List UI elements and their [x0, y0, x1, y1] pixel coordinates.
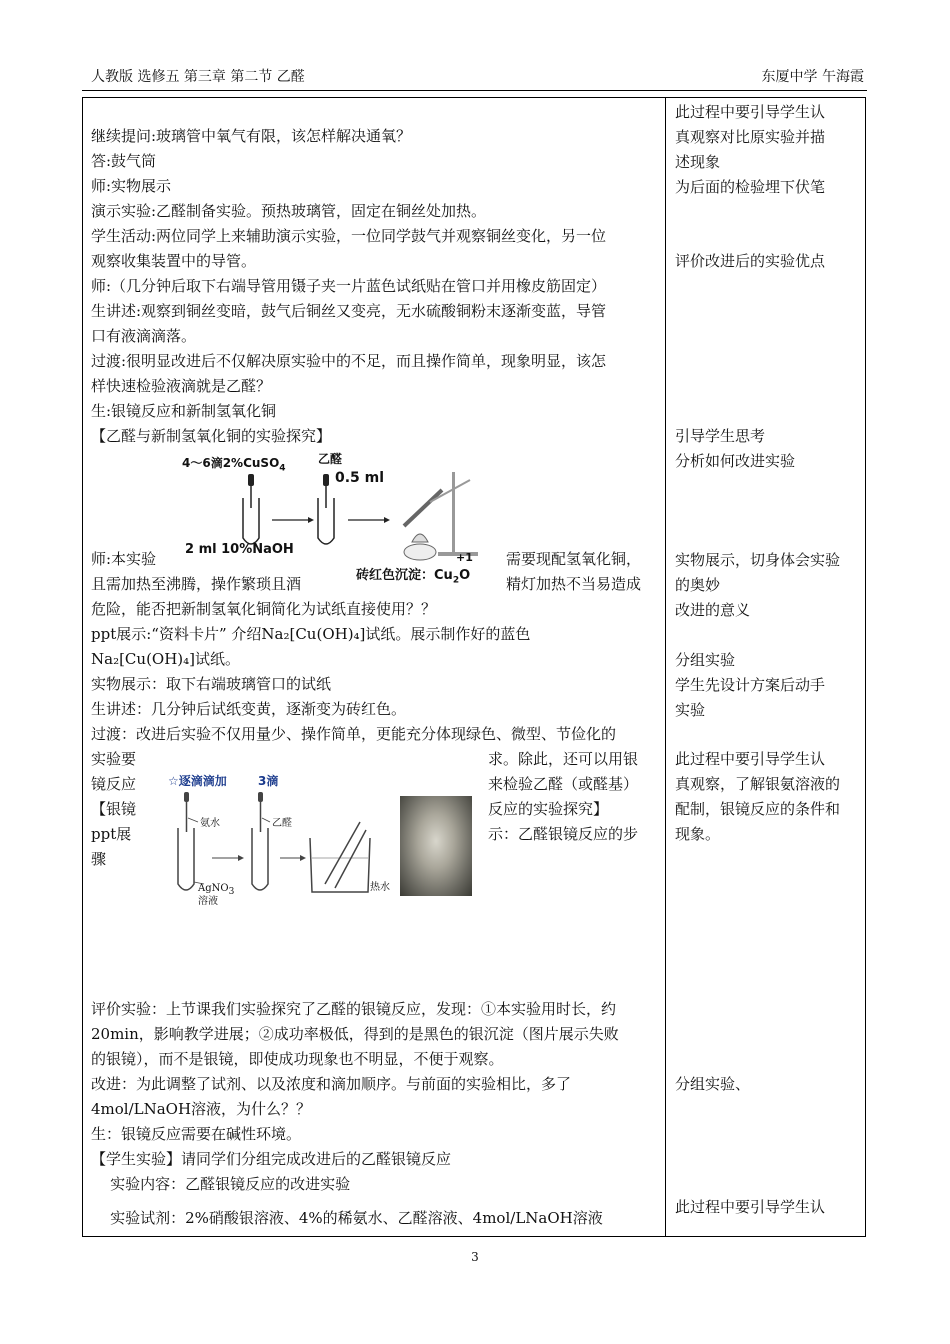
- figure-cuoh2-experiment: [180, 448, 510, 588]
- note-line: 评价改进后的实验优点: [675, 252, 826, 270]
- note-line: 真观察，了解银氨溶液的: [675, 775, 841, 793]
- text-line: 样快速检验液滴就是乙醛？: [91, 377, 272, 395]
- note-line: 分组实验: [675, 651, 736, 669]
- silver-mirror-photo: [400, 796, 472, 896]
- label-cu2o-tail: O: [459, 568, 471, 583]
- note-line: 的奥妙: [675, 576, 721, 594]
- column-divider: [665, 97, 666, 1237]
- text-line: 生:银镜反应和新制氢氧化铜: [91, 402, 277, 420]
- text-line: 演示实验:乙醛制备实验。预热玻璃管，固定在铜丝处加热。: [91, 202, 487, 220]
- text-line: 生：银镜反应需要在碱性环境。: [91, 1125, 302, 1143]
- label-dropwise: 逐滴滴加: [178, 774, 227, 788]
- note-line: 学生先设计方案后动手: [675, 676, 826, 694]
- label-volume: 0.5 ml: [335, 470, 385, 486]
- text-line: 口有液滴滴落。: [91, 327, 197, 345]
- text-line: 骤: [91, 850, 107, 868]
- text-line: 且需加热至沸腾，操作繁琐且酒: [91, 575, 302, 593]
- note-line: 现象。: [675, 825, 721, 843]
- section-heading: 【学生实验】请同学们分组完成改进后的乙醛银镜反应: [91, 1150, 452, 1168]
- text-line: 实验内容：乙醛银镜反应的改进实验: [91, 1175, 351, 1193]
- label-ethanal: 乙醛: [318, 452, 343, 466]
- text-line: 4mol/LNaOH溶液，为什么？？: [91, 1100, 312, 1118]
- note-line: 真观察对比原实验并描: [675, 128, 826, 146]
- star-icon: ☆: [168, 774, 179, 788]
- text-line: 过渡：改进后实验不仅用量少、操作简单，更能充分体现绿色、微型、节俭化的: [91, 725, 617, 743]
- header-rule: [82, 90, 867, 91]
- figure-silver-mirror: [160, 772, 476, 907]
- note-line: 为后面的检验埋下伏笔: [675, 178, 826, 196]
- section-heading: 【乙醛与新制氢氧化铜的实验探究】: [91, 427, 332, 445]
- note-line: 此过程中要引导学生认: [675, 103, 826, 121]
- text-line: 镜反应: [91, 775, 137, 793]
- label-oxidation-state: +1: [456, 551, 473, 564]
- text-line: 师:实物展示: [91, 177, 172, 195]
- silver-mirror-drawing: [160, 772, 400, 902]
- text-line: 生讲述：几分钟后试纸变黄，逐渐变为砖红色。: [91, 700, 407, 718]
- text-line: Na₂[Cu(OH)₄]试纸。: [91, 650, 241, 668]
- note-line: 此过程中要引导学生认: [675, 1198, 826, 1216]
- header-right: 东厦中学 午海霞: [761, 69, 864, 85]
- label-precipitate: 砖红色沉淀：: [356, 568, 435, 583]
- text-line: 求。除此，还可以用银: [488, 750, 639, 768]
- text-line: 继续提问:玻璃管中氧气有限，该怎样解决通氧？: [91, 127, 412, 145]
- text-line: 过渡:很明显改进后不仅解决原实验中的不足，而且操作简单，现象明显，该怎: [91, 352, 607, 370]
- label-3-drops: 3滴: [258, 774, 279, 788]
- text-line: 生讲述:观察到铜丝变暗，鼓气后铜丝又变亮，无水硫酸铜粉末逐渐变蓝，导管: [91, 302, 607, 320]
- header-left: 人教版 选修五 第三章 第二节 乙醛: [91, 69, 305, 85]
- label-agno3: AgNO: [198, 883, 229, 894]
- label-ammonia: 氨水: [200, 818, 220, 829]
- label-agno3-sub: 3: [228, 887, 235, 897]
- text-line: 师:（几分钟后取下右端导管用镊子夹一片蓝色试纸贴在管口并用橡皮筋固定）: [91, 277, 607, 295]
- note-line: 分组实验、: [675, 1075, 751, 1093]
- text-line: 来检验乙醛（或醛基）: [488, 775, 639, 793]
- text-line: 【银镜: [91, 800, 137, 818]
- text-line: 反应的实验探究】: [488, 800, 609, 818]
- label-hot-water: 热水: [370, 882, 390, 893]
- text-line: 学生活动:两位同学上来辅助演示实验，一位同学鼓气并观察铜丝变化，另一位: [91, 227, 607, 245]
- text-line: ppt展: [91, 825, 132, 843]
- label-cuso4-sub: 4: [279, 463, 286, 474]
- text-line: 精灯加热不当易造成: [506, 575, 642, 593]
- text-line: 实验要: [91, 750, 137, 768]
- text-line: 20min，影响教学进展；②成功率极低，得到的是黑色的银沉淀（图片展示失败: [91, 1025, 619, 1043]
- text-line: 危险，能否把新制氢氧化铜简化为试纸直接使用？？: [91, 600, 437, 618]
- text-line: 答:鼓气筒: [91, 152, 157, 170]
- text-line: 示：乙醛银镜反应的步: [488, 825, 639, 843]
- label-naoh: 2 ml 10%NaOH: [185, 542, 294, 557]
- page-number: 3: [471, 1250, 479, 1264]
- note-line: 实物展示，切身体会实验: [675, 551, 841, 569]
- text-line: 师:本实验: [91, 550, 157, 568]
- text-line: 需要现配氢氧化铜，: [506, 550, 642, 568]
- note-line: 改进的意义: [675, 601, 751, 619]
- note-line: 实验: [675, 701, 706, 719]
- label-cu2o-sub: 2: [452, 575, 460, 586]
- text-line: 的银镜），而不是银镜，即使成功现象也不明显，不便于观察。: [91, 1050, 504, 1068]
- note-line: 配制，银镜反应的条件和: [675, 800, 841, 818]
- text-line: 改进：为此调整了试剂、以及浓度和滴加顺序。与前面的实验相比，多了: [91, 1075, 572, 1093]
- label-solution: 溶液: [198, 896, 218, 907]
- text-line: 评价实验：上节课我们实验探究了乙醛的银镜反应，发现：①本实验用时长，约: [91, 1000, 617, 1018]
- text-line: 实物展示：取下右端玻璃管口的试纸: [91, 675, 332, 693]
- note-line: 分析如何改进实验: [675, 452, 796, 470]
- text-line: ppt展示:“资料卡片” 介绍Na₂[Cu(OH)₄]试纸。展示制作好的蓝色: [91, 625, 531, 643]
- text-line: 观察收集装置中的导管。: [91, 252, 257, 270]
- text-line: 实验试剂：2%硝酸银溶液、4%的稀氨水、乙醛溶液、4mol/LNaOH溶液: [91, 1209, 603, 1227]
- note-line: 述现象: [675, 153, 721, 171]
- label-ethanal-2: 乙醛: [272, 818, 292, 829]
- note-line: 引导学生思考: [675, 427, 766, 445]
- label-cuso4: 4～6滴2%CuSO: [182, 456, 280, 470]
- label-cu2o: Cu: [434, 568, 453, 583]
- note-line: 此过程中要引导学生认: [675, 750, 826, 768]
